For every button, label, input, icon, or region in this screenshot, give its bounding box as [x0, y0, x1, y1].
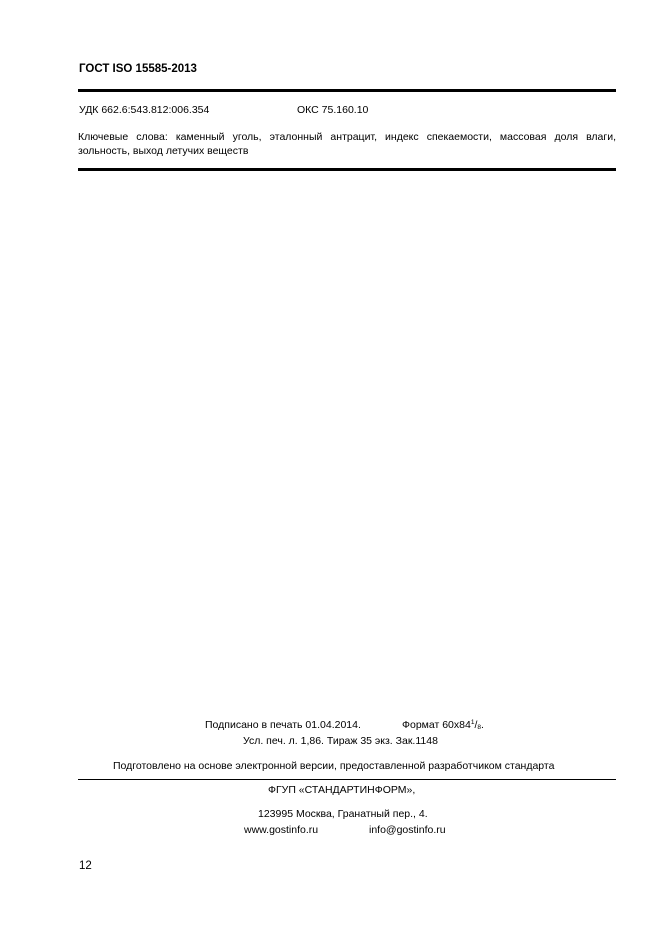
page-number: 12	[79, 860, 92, 872]
format-numerator: 1	[470, 719, 475, 726]
print-info: Усл. печ. л. 1,86. Тираж 35 экз. Зак.1148	[243, 735, 438, 747]
header-rule	[78, 89, 616, 92]
publisher-email[interactable]: info@gostinfo.ru	[369, 824, 446, 836]
format-end: .	[481, 719, 484, 731]
keywords-line-1: Ключевые слова: каменный уголь, эталонный антрацит, индекс спекаемости, массовая доля влаги,	[78, 131, 616, 143]
publisher-name: ФГУП «СТАНДАРТИНФОРМ»,	[268, 784, 416, 796]
standard-code: ГОСТ ISO 15585-2013	[79, 63, 197, 75]
prepared-note: Подготовлено на основе электронной версии, предоставленной разработчиком стандарта	[113, 760, 555, 772]
paper-format: Формат $60х84^1/_8$.	[402, 719, 484, 731]
format-denominator: 8	[477, 724, 481, 731]
keywords-paragraph	[78, 130, 616, 158]
publisher-address: 123995 Москва, Гранатный пер., 4.	[258, 808, 428, 820]
keywords-line-2: зольность, выход летучих веществ	[78, 145, 249, 157]
publisher-rule	[78, 779, 616, 780]
format-label: Формат 60х84	[402, 719, 471, 731]
oks-code: ОКС 75.160.10	[297, 104, 369, 116]
udk-code: УДК 662.6:543.812:006.354	[79, 104, 210, 116]
keywords-rule	[78, 168, 616, 171]
publisher-website[interactable]: www.gostinfo.ru	[244, 824, 319, 836]
signed-date: Подписано в печать 01.04.2014.	[205, 719, 361, 731]
